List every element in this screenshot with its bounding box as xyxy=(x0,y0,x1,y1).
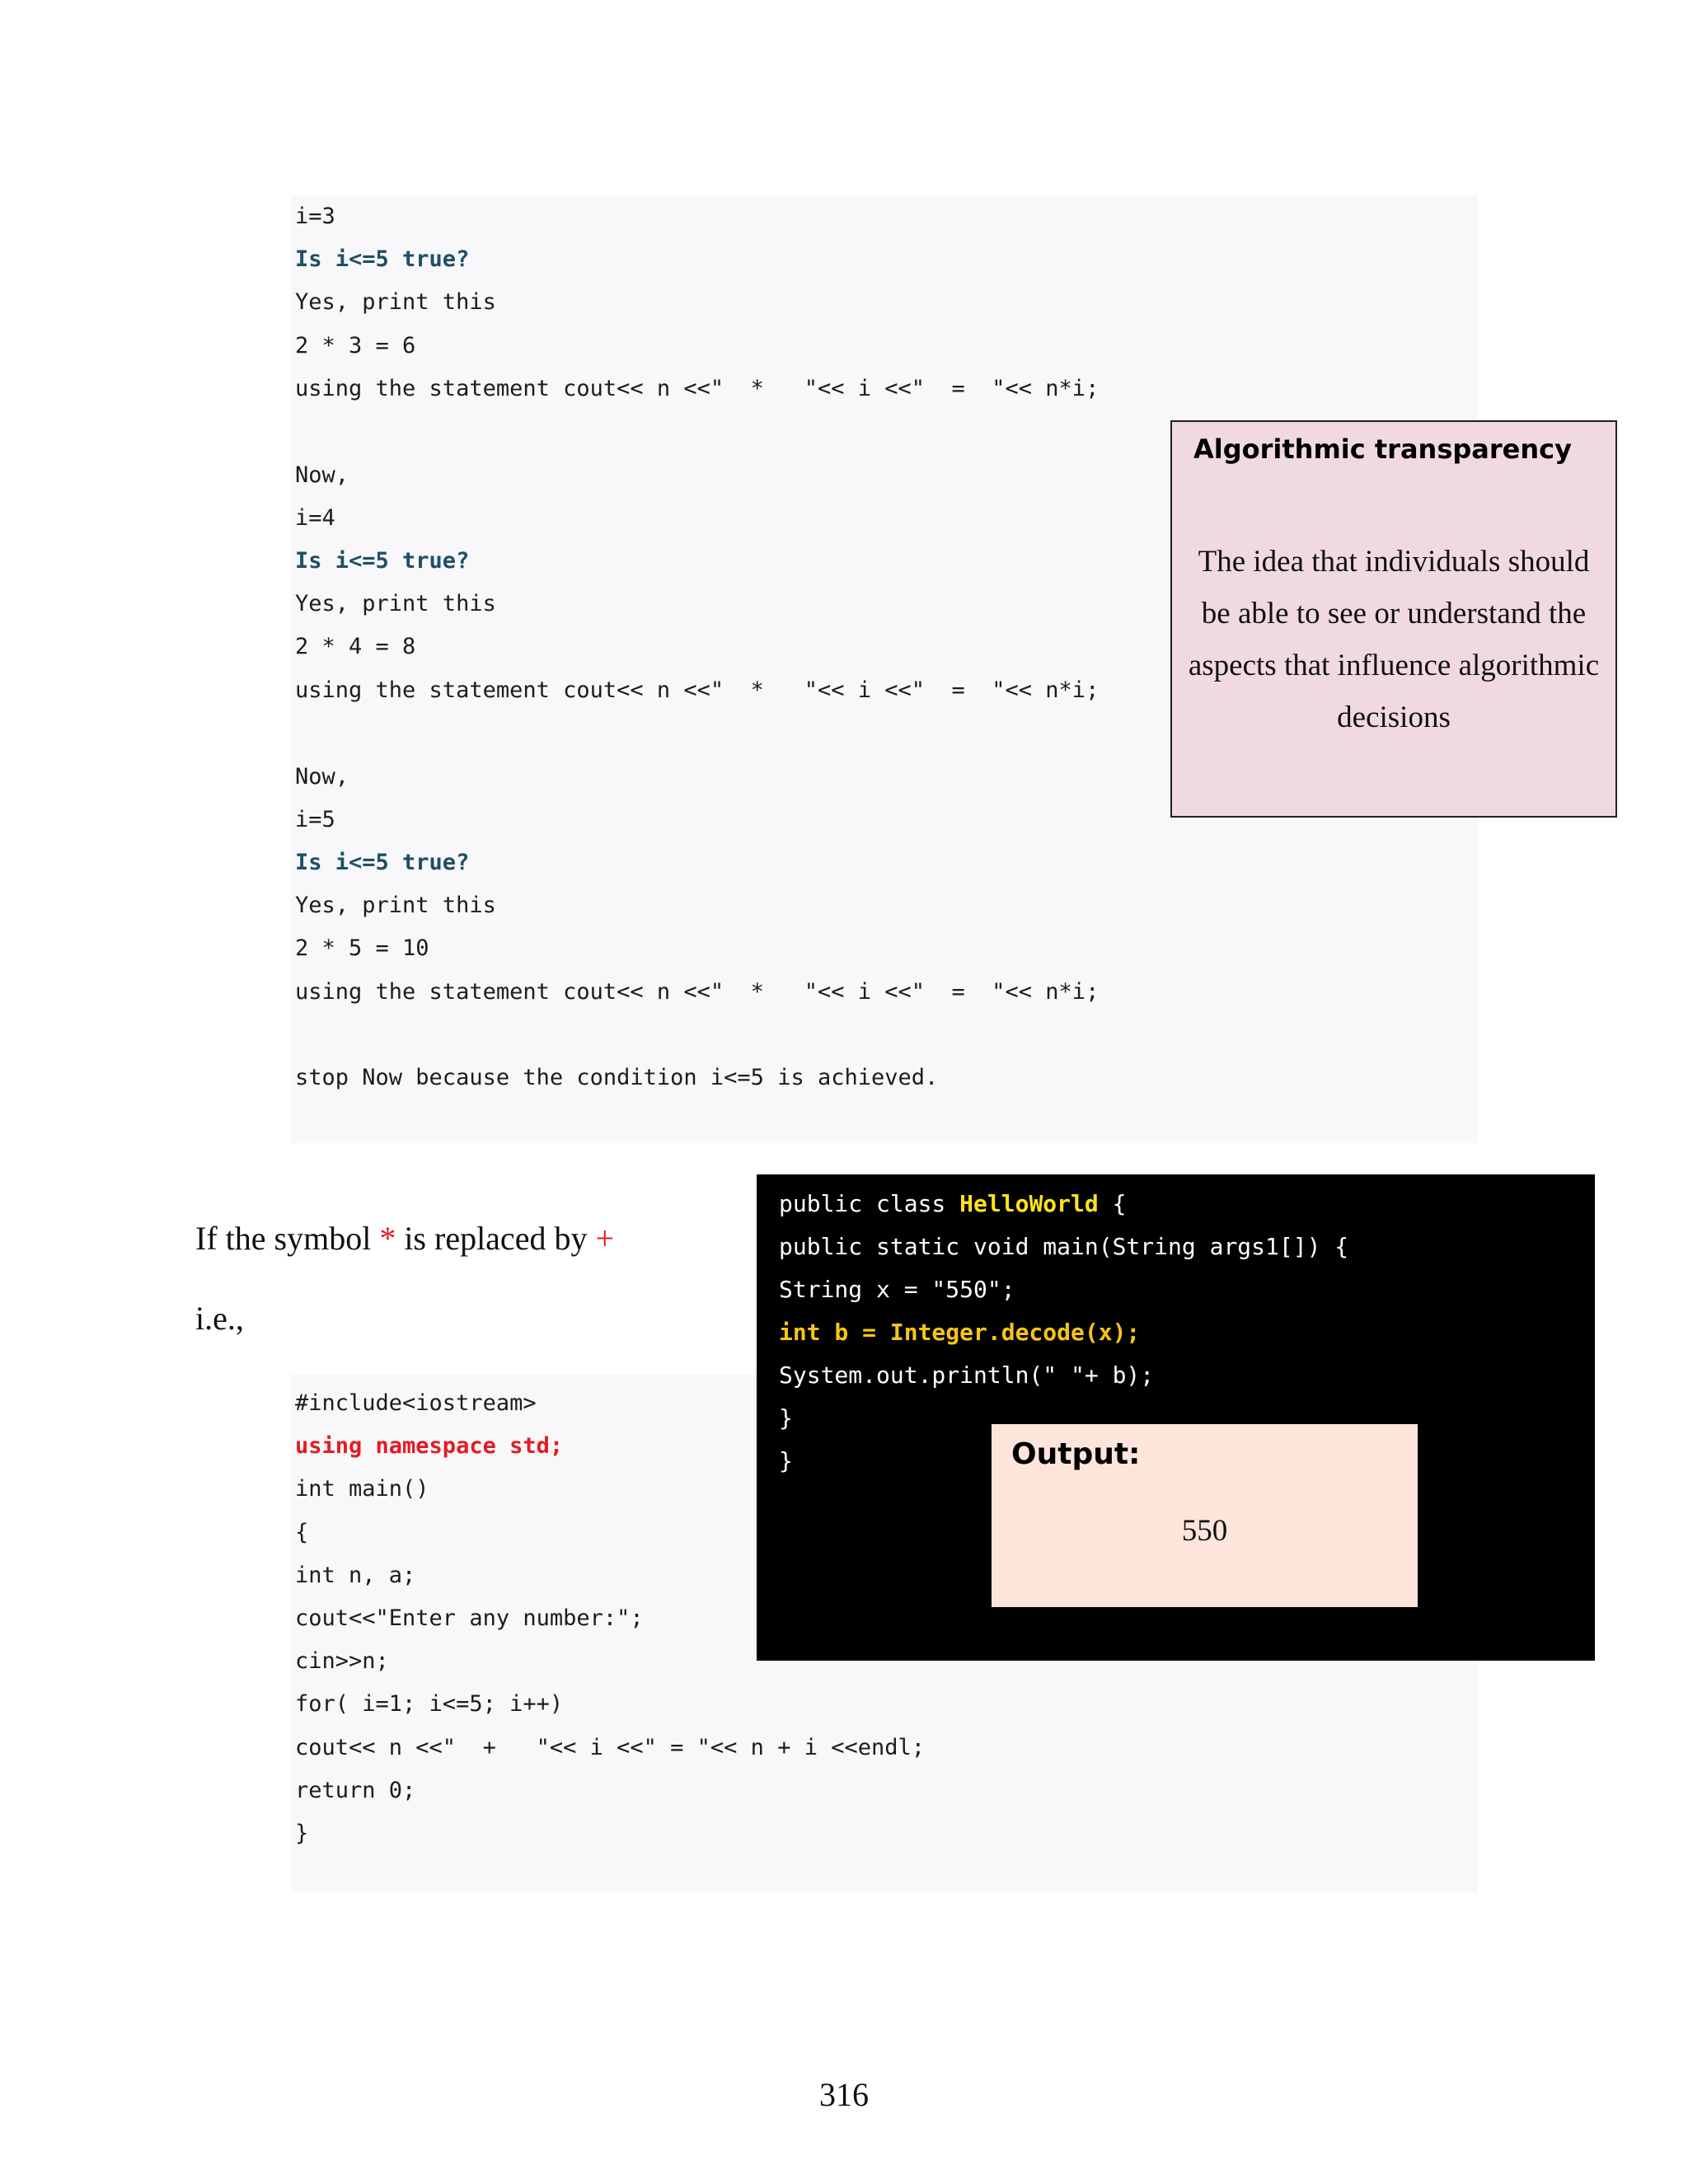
code-line: cout<<"Enter any number:"; xyxy=(295,1605,644,1631)
code-line: int n, a; xyxy=(295,1563,416,1588)
code-line: cin>>n; xyxy=(295,1648,389,1674)
sentence-middle: is replaced by xyxy=(396,1220,596,1257)
definition-sidebar xyxy=(1170,420,1617,818)
code-line: 2 * 5 = 10 xyxy=(295,935,429,961)
code-line: cout<< n <<" + "<< i <<" = "<< n + i <<endl; xyxy=(295,1735,926,1760)
code-line: #include<iostream> xyxy=(295,1390,537,1416)
sidebar-text: The idea that individuals should be able to see or understand the aspects that influence algorithmic decisions xyxy=(1188,545,1600,734)
java-line-decode: int b = Integer.decode(x); xyxy=(779,1319,1141,1346)
java-line: String x = "550"; xyxy=(779,1276,1015,1303)
code-line: i=3 xyxy=(295,204,335,229)
replacement-sentence xyxy=(195,1216,614,1262)
code-line: using the statement cout<< n <<" * "<< i <<" = "<< n*i; xyxy=(295,979,1100,1005)
java-line: System.out.println(" "+ b); xyxy=(779,1361,1155,1389)
output-value: 550 xyxy=(1181,1514,1228,1548)
code-line: int main() xyxy=(295,1476,429,1502)
page-number: 316 xyxy=(819,2076,869,2113)
java-line: } xyxy=(779,1404,793,1432)
java-brace: { xyxy=(1098,1190,1127,1217)
code-line-condition: Is i<=5 true? xyxy=(295,850,470,875)
code-line: using the statement cout<< n <<" * "<< i <<" = "<< n*i; xyxy=(295,677,1100,703)
code-line: Now, xyxy=(295,462,349,488)
code-line: { xyxy=(295,1520,309,1545)
code-line: for( i=1; i<=5; i++) xyxy=(295,1691,564,1717)
code-line-namespace: using namespace std; xyxy=(295,1433,564,1459)
java-line-class xyxy=(779,1183,1126,1226)
code-line: 2 * 4 = 8 xyxy=(295,634,416,659)
output-title: Output: xyxy=(1011,1437,1141,1471)
ie-text: i.e., xyxy=(195,1300,244,1337)
code-line: Yes, print this xyxy=(295,591,496,616)
plus-symbol: + xyxy=(595,1220,615,1257)
code-line: 2 * 3 = 6 xyxy=(295,333,416,359)
code-line: i=5 xyxy=(295,807,335,832)
code-line: return 0; xyxy=(295,1778,416,1803)
code-line: } xyxy=(295,1821,309,1846)
code-line: i=4 xyxy=(295,505,335,531)
java-line: } xyxy=(779,1447,793,1474)
output-box xyxy=(992,1424,1418,1607)
code-line: Yes, print this xyxy=(295,289,496,315)
code-line: Yes, print this xyxy=(295,893,496,918)
sidebar-title: Algorithmic transparency xyxy=(1193,434,1572,465)
code-line-condition: Is i<=5 true? xyxy=(295,246,470,272)
asterisk-symbol: * xyxy=(379,1220,396,1257)
java-line: public static void main(String args1[]) { xyxy=(779,1233,1349,1260)
sentence-prefix: If the symbol xyxy=(195,1220,380,1257)
java-keyword: public class xyxy=(779,1190,960,1217)
code-line: Now, xyxy=(295,764,349,790)
code-line: using the statement cout<< n <<" * "<< i <<" = "<< n*i; xyxy=(295,376,1100,401)
code-line: stop Now because the condition i<=5 is achieved. xyxy=(295,1065,939,1090)
java-class-name: HelloWorld xyxy=(959,1190,1099,1217)
code-line-condition: Is i<=5 true? xyxy=(295,548,470,574)
